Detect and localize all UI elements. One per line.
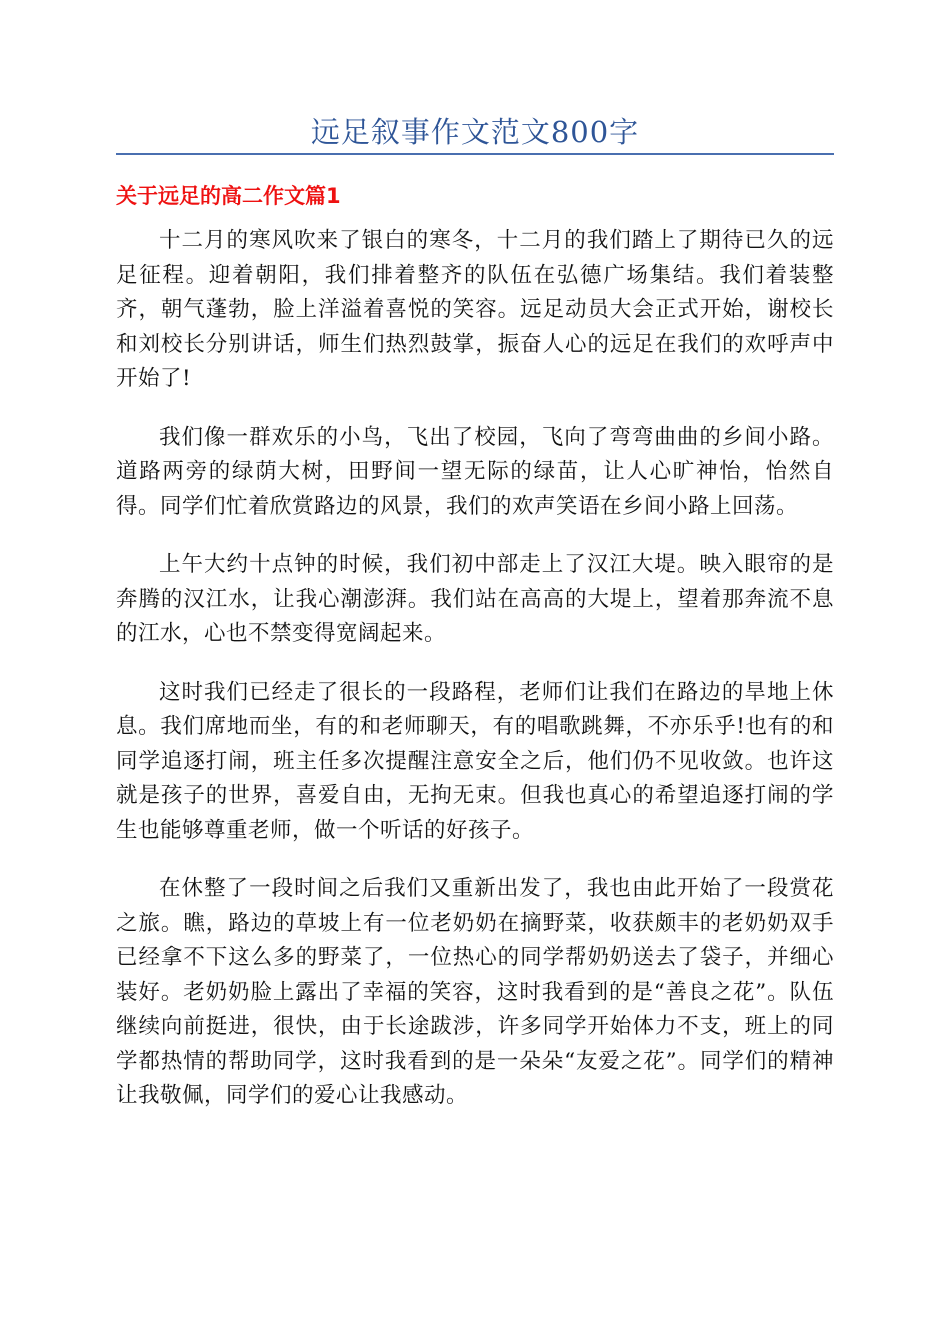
paragraph-2: 我们像一群欢乐的小鸟，飞出了校园，飞向了弯弯曲曲的乡间小路。道路两旁的绿荫大树，田野间一望无际的绿苗，让人心旷神怡，怡然自得。同学们忙着欣赏路边的风景，我们的欢声笑语在乡间小路上回荡。 — [116, 424, 834, 519]
paragraph-1: 十二月的寒风吹来了银白的寒冬，十二月的我们踏上了期待已久的远足征程。迎着朝阳，我们排着整齐的队伍在弘德广场集结。我们着装整齐，朝气蓬勃，脸上洋溢着喜悦的笑容。远足动员大会正式开始，谢校长和刘校长分别讲话，师生们热烈鼓掌，振奋人心的远足在我们的欢呼声中开始了! — [116, 228, 834, 391]
article-body — [116, 224, 834, 1138]
document-title: 远足叙事作文范文800字 — [310, 115, 640, 149]
title-underline-rule — [116, 153, 834, 155]
paragraph-3: 上午大约十点钟的时候，我们初中部走上了汉江大堤。映入眼帘的是奔腾的汉江水，让我心潮澎湃。我们站在高高的大堤上，望着那奔流不息的江水，心也不禁变得宽阔起来。 — [116, 552, 834, 646]
paragraph-5: 在休整了一段时间之后我们又重新出发了，我也由此开始了一段赏花之旅。瞧，路边的草坡上有一位老奶奶在摘野菜，收获颇丰的老奶奶双手已经拿不下这么多的野菜了，一位热心的同学帮奶奶送去了袋子，并细心装好。老奶奶脸上露出了幸福的笑容，这时我看到的是“善良之花”。队伍继续向前挺进，很快，由于长途跋涉，许多同学开始体力不支，班上的同学都热情的帮助同学，这时我看到的是一朵朵“友爱之花”。同学们的精神让我敬佩，同学们的爱心让我感动。 — [116, 876, 834, 1108]
paragraph-4: 这时我们已经走了很长的一段路程，老师们让我们在路边的旱地上休息。我们席地而坐，有的和老师聊天，有的唱歌跳舞，不亦乐乎!也有的和同学追逐打闹，班主任多次提醒注意安全之后，他们仍不见收敛。也许这就是孩子的世界，喜爱自由，无拘无束。但我也真心的希望追逐打闹的学生也能够尊重老师，做一个听话的好孩子。 — [116, 679, 834, 843]
section-heading: 关于远足的高二作文篇1 — [116, 184, 341, 208]
